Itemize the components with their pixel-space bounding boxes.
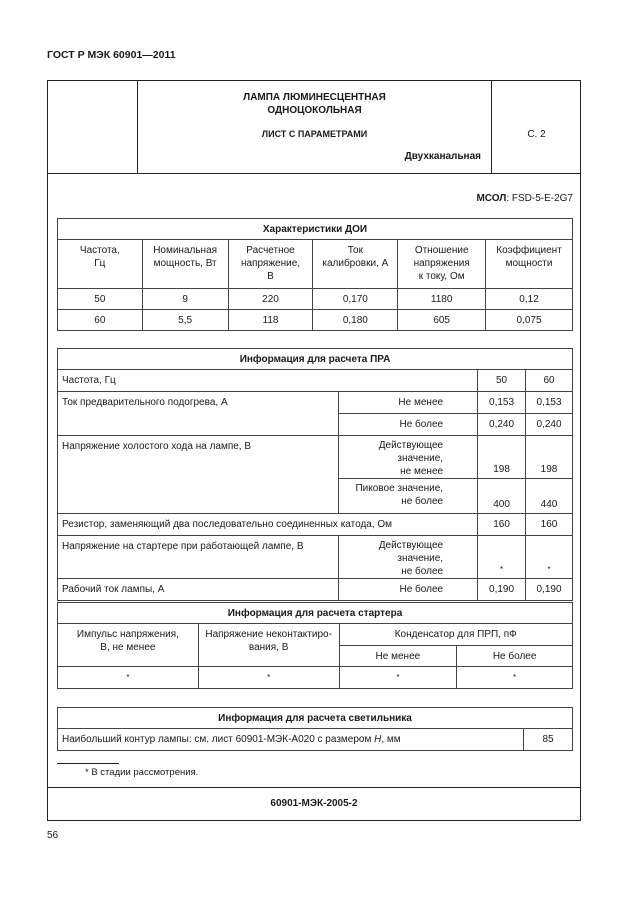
table-row: Рабочий ток лампы, А Не более 0,190 0,190	[58, 579, 573, 601]
table-row: Частота, Гц 50 60	[58, 370, 573, 392]
table-row: 60 5,5 118 0,180 605 0,075	[58, 310, 573, 331]
doi-header-ratio: Отношение напряжения к току, Ом	[398, 240, 486, 289]
sheet-subtitle: ЛИСТ С ПАРАМЕТРАМИ	[261, 129, 368, 139]
footnote: * В стадии рассмотрения.	[85, 767, 199, 778]
table-row: Напряжение холостого хода на лампе, В Действующее значение, не менее 198 198	[58, 436, 573, 479]
table-row: Ток предварительного подогрева, А Не менее 0,153 0,153	[58, 392, 573, 414]
page-number: 56	[47, 830, 59, 841]
table-row: 50 9 220 0,170 1180 0,12	[58, 289, 573, 310]
sheet-title: ЛАМПА ЛЮМИНЕСЦЕНТНАЯ ОДНОЦОКОЛЬНАЯ	[243, 92, 386, 116]
pra-table-title: Информация для расчета ПРА	[58, 349, 573, 370]
footnote-rule	[57, 763, 119, 764]
sheet-header	[47, 80, 581, 174]
luminaire-table-title: Информация для расчета светильника	[58, 708, 573, 729]
mcol-designation: МСОЛ: FSD-5-E-2G7	[476, 193, 573, 204]
table-row: Не более 0,240 0,240	[58, 414, 573, 436]
document-header: ГОСТ Р МЭК 60901—2011	[47, 49, 176, 61]
table-row: Резистор, заменяющий два последовательно соединенных катода, Ом 160 160	[58, 514, 573, 536]
table-row: Напряжение на стартере при работающей лампе, В Действующее значение, не более * *	[58, 536, 573, 579]
page-reference: С. 2	[527, 129, 546, 140]
table-row: Пиковое значение, не более 400 440	[58, 479, 573, 514]
starter-table-title: Информация для расчета стартера	[58, 603, 573, 624]
table-row: * * * *	[58, 667, 573, 689]
doi-header-current: Ток калибровки, А	[313, 240, 398, 289]
luminaire-table	[57, 707, 573, 751]
doi-header-voltage: Расчетное напряжение, В	[228, 240, 313, 289]
table-row: Наибольший контур лампы: см. лист 60901-МЭК-А020 с размером H, мм 85	[58, 729, 573, 751]
header-divider-right	[491, 80, 492, 173]
footer-code: 60901-МЭК-2005-2	[270, 798, 358, 809]
footer-divider	[47, 787, 581, 788]
doi-table	[57, 218, 573, 331]
lamp-type: Двухканальная	[404, 151, 481, 162]
doi-table-title: Характеристики ДОИ	[58, 219, 573, 240]
doi-header-frequency: Частота, Гц	[58, 240, 143, 289]
doi-header-power-factor: Коэффициент мощности	[486, 240, 573, 289]
starter-table: Информация для расчета стартера Импульс напряжения, В, не менее Напряжение неконтактиро- вания, В Конденсатор для ПРП, пФ Не менее Не более * * * *	[57, 602, 573, 689]
doi-header-power: Номинальная мощность, Вт	[142, 240, 228, 289]
pra-table	[57, 348, 573, 601]
